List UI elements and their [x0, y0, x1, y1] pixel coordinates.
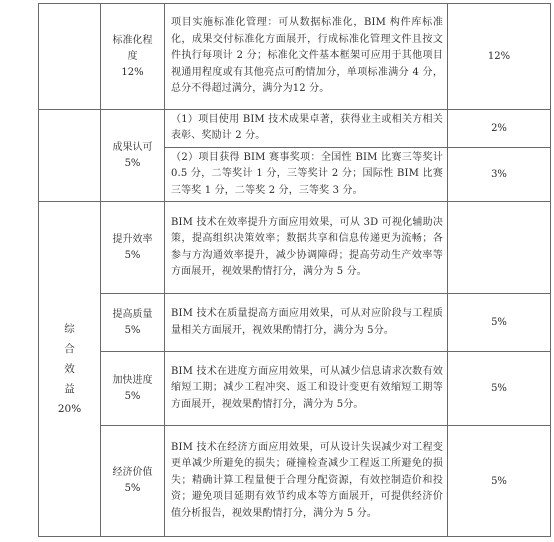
criterion-description	[165, 202, 448, 294]
score-cell: 3%	[448, 147, 551, 201]
criterion-name: 经济价值	[112, 467, 153, 479]
criterion-schedule	[101, 352, 165, 426]
criterion-standardization	[101, 4, 165, 110]
table-row	[39, 202, 551, 294]
criterion-description	[165, 426, 448, 537]
criterion-efficiency	[101, 202, 165, 294]
criterion-name: 成果认可	[112, 141, 153, 153]
category-weight: 20%	[57, 403, 82, 416]
category-char: 效	[64, 363, 75, 376]
score-cell	[448, 202, 551, 294]
category-char: 综	[64, 323, 75, 336]
criterion-name: 提升效率	[112, 233, 153, 245]
category-comprehensive-benefit	[39, 202, 101, 537]
description-text: BIM 技术在效率提升方面应用效果，可从 3D 可视化辅助决策，提高组织决策效率；数据共享和信息传递更为流畅；各参与方沟通效率提升，减少协调障碍；提高劳动生产效率等方面展开，视效果酌情打分，满分为 5 分。	[171, 216, 443, 277]
criterion-recognition	[101, 110, 165, 202]
criterion-description	[165, 110, 448, 148]
category-cell-empty	[39, 4, 101, 110]
category-cell-empty	[39, 110, 101, 202]
criterion-weight: 5%	[124, 390, 141, 402]
category-char: 益	[64, 383, 75, 396]
criterion-name: 加快进度	[112, 374, 153, 386]
criterion-name-line1: 标准化程	[112, 34, 153, 46]
criterion-quality	[101, 294, 165, 352]
criterion-name: 提高质量	[112, 308, 153, 320]
score-cell: 2%	[448, 110, 551, 148]
criterion-weight: 5%	[124, 483, 141, 495]
criterion-weight: 5%	[124, 249, 141, 261]
criterion-description	[165, 294, 448, 352]
criterion-weight: 5%	[124, 157, 141, 169]
criterion-name-line2: 度	[127, 50, 138, 62]
category-char: 合	[64, 343, 75, 356]
table-row	[39, 352, 551, 426]
description-text: （2）项目获得 BIM 赛事奖项：全国性 BIM 比赛三等奖计 0.5 分，二等奖计 1 分，三等奖计 2 分；国际性 BIM 比赛三等奖 1 分，二等奖 2 分，三等奖 3 分。	[171, 151, 443, 196]
description-text: BIM 技术在进度方面应用效果，可从减少信息请求次数有效缩短工期；减少工程冲突、返工和设计变更有效缩短工期等方面展开，视效果酌情打分，满分为 5分。	[171, 365, 443, 410]
table-row	[39, 4, 551, 110]
score-cell: 5%	[448, 426, 551, 537]
criterion-description	[165, 147, 448, 201]
table-row	[39, 110, 551, 148]
table-row	[39, 426, 551, 537]
description-text: BIM 技术在经济方面应用效果，可从设计失误减少对工程变更单减少所避免的损失；碰撞检查减少工程返工所避免的损失；精确计算工程量便于合理分配资源，有效控制造价和投资；避免项目延期有效节约成本等方面展开，可提供经济价值分析报告，视效果酌情打分，满分为 5 分。	[171, 442, 443, 519]
scoring-table-document	[38, 3, 550, 530]
criterion-weight: 5%	[124, 324, 141, 336]
score-cell: 5%	[448, 352, 551, 426]
description-text: （1）项目使用 BIM 技术成果卓著，获得业主或相关方相关表彰、奖励计 2 分。	[171, 114, 443, 142]
table-row	[39, 294, 551, 352]
scoring-table	[38, 3, 551, 537]
criterion-weight: 12%	[121, 66, 144, 78]
score-cell: 5%	[448, 294, 551, 352]
score-cell: 12%	[448, 4, 551, 110]
criterion-economic-value	[101, 426, 165, 537]
description-text: BIM 技术在质量提高方面应用效果，可从对应阶段与工程质量相关方面展开，视效果酌情打分，满分为 5分。	[171, 308, 443, 336]
criterion-description	[165, 352, 448, 426]
criterion-description	[165, 4, 448, 110]
description-text: 项目实施标准化管理：可从数据标准化，BIM 构件库标准化，成果交付标准化方面展开，行成标准化管理文件且按文件执行每项计 2 分；标准化文件基本框架可应用于其他项目视通用程度或有其他亮点可酌情加分，单项标准满分 4 分，总分不得超过满分，满分为12 分。	[171, 17, 443, 95]
